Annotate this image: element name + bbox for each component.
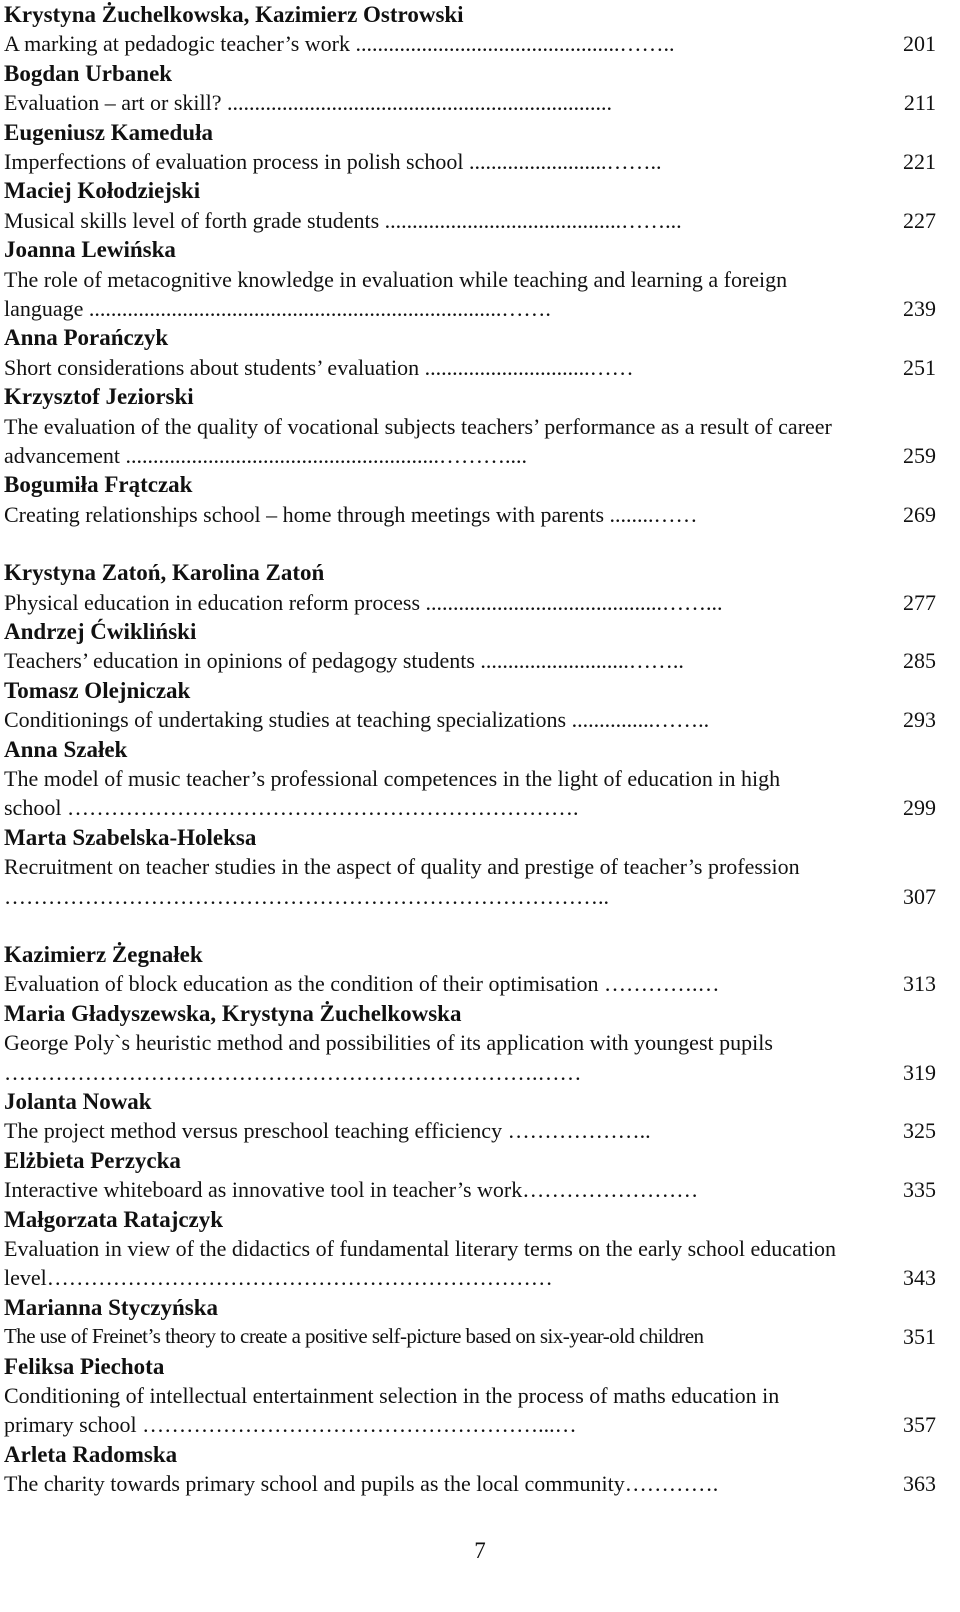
entry-title[interactable]: The use of Freinet’s theory to create a positive self-picture based on six-year-old children bbox=[4, 1324, 704, 1349]
entry-author: Krzysztof Jeziorski bbox=[4, 384, 194, 410]
entry-author: Bogumiła Frątczak bbox=[4, 472, 193, 498]
entry-page-number[interactable]: 221 bbox=[903, 148, 936, 174]
entry-author: Krystyna Zatoń, Karolina Zatoń bbox=[4, 560, 325, 586]
entry-title-row bbox=[4, 1028, 936, 1087]
entry-author: Maria Gładyszewska, Krystyna Żuchelkowska bbox=[4, 1000, 462, 1026]
toc-entry bbox=[4, 1146, 936, 1205]
entry-title[interactable]: Interactive whiteboard as innovative tool in teacher’s work…………………… bbox=[4, 1177, 699, 1203]
entry-page-number[interactable]: 293 bbox=[903, 707, 936, 733]
entry-title[interactable]: Evaluation in view of the didactics of fundamental literary terms on the early school education level…………………………………………………………… bbox=[4, 1235, 837, 1291]
entry-page-number[interactable]: 307 bbox=[903, 883, 936, 909]
entry-page-number[interactable]: 363 bbox=[903, 1471, 936, 1497]
toc-entry bbox=[4, 999, 936, 1087]
entry-title-row bbox=[4, 588, 936, 617]
entry-title[interactable]: The project method versus preschool teaching efficiency ……………….. bbox=[4, 1118, 651, 1144]
toc-entry bbox=[4, 558, 936, 617]
entry-title[interactable]: Evaluation – art or skill? ...................................................................... bbox=[4, 90, 612, 116]
entry-author: Jolanta Nowak bbox=[4, 1088, 152, 1114]
page-footer-number: 7 bbox=[474, 1538, 486, 1563]
entry-title-row bbox=[4, 969, 936, 998]
entry-title[interactable]: Conditioning of intellectual entertainment selection in the process of maths education in primary school ………………………………………………...… bbox=[4, 1382, 780, 1438]
entry-title[interactable]: Recruitment on teacher studies in the aspect of quality and prestige of teacher’s profession ……………………………………………………………………….. bbox=[4, 854, 800, 909]
entry-title-row bbox=[4, 147, 936, 176]
toc-entry bbox=[4, 118, 936, 177]
entry-page-number[interactable]: 259 bbox=[903, 442, 936, 468]
entry-title[interactable]: A marking at pedadogic teacher’s work ................................................…….. bbox=[4, 31, 675, 57]
entry-author: Marta Szabelska-Holeksa bbox=[4, 824, 257, 850]
entry-title-row bbox=[4, 88, 936, 117]
entry-author: Joanna Lewińska bbox=[4, 237, 176, 263]
entry-title-row bbox=[4, 353, 936, 382]
toc-entry bbox=[4, 235, 936, 323]
entry-page-number[interactable]: 319 bbox=[903, 1059, 936, 1085]
entry-title-row bbox=[4, 1322, 936, 1351]
entry-author: Bogdan Urbanek bbox=[4, 60, 173, 86]
entry-title[interactable]: Conditionings of undertaking studies at teaching specializations ...............…….. bbox=[4, 707, 710, 733]
entry-author: Maciej Kołodziejski bbox=[4, 178, 201, 204]
toc-entry bbox=[4, 1293, 936, 1352]
entry-title[interactable]: George Poly`s heuristic method and possibilities of its application with youngest pupils ……………………………………………………………….…… bbox=[4, 1030, 773, 1085]
entry-page-number[interactable]: 335 bbox=[903, 1177, 936, 1203]
toc-entry bbox=[4, 823, 936, 911]
toc-entry bbox=[4, 617, 936, 676]
entry-page-number[interactable]: 201 bbox=[903, 31, 936, 57]
entry-page-number[interactable]: 351 bbox=[903, 1324, 936, 1350]
entry-title-row bbox=[4, 852, 936, 911]
entry-title[interactable]: The evaluation of the quality of vocational subjects teachers’ performance as a result of career advancement .........................................................……….... bbox=[4, 413, 832, 468]
entry-page-number[interactable]: 325 bbox=[903, 1118, 936, 1144]
entry-page-number[interactable]: 269 bbox=[903, 501, 936, 527]
entry-page-number[interactable]: 251 bbox=[903, 354, 936, 380]
toc-entry bbox=[4, 1087, 936, 1146]
entry-title-row bbox=[4, 500, 936, 529]
entry-title[interactable]: Physical education in education reform process ...........................................……... bbox=[4, 589, 723, 615]
entry-title[interactable]: The model of music teacher’s professional competences in the light of education in high school ……………………………………………………………. bbox=[4, 765, 781, 821]
entry-title-row bbox=[4, 764, 936, 823]
toc-entry bbox=[4, 1205, 936, 1293]
entry-title[interactable]: Short considerations about students’ evaluation ..............................…… bbox=[4, 354, 634, 380]
entry-page-number[interactable]: 299 bbox=[903, 795, 936, 821]
entry-author: Elżbieta Perzycka bbox=[4, 1147, 181, 1173]
entry-page-number[interactable]: 211 bbox=[903, 90, 936, 116]
toc-entry bbox=[4, 382, 936, 470]
entry-title[interactable]: Creating relationships school – home through meetings with parents ........…… bbox=[4, 501, 698, 527]
entry-author: Kazimierz Żegnałek bbox=[4, 941, 203, 967]
toc-entry bbox=[4, 1440, 936, 1499]
entry-title[interactable]: Musical skills level of forth grade students ...........................................……... bbox=[4, 207, 682, 233]
entry-author: Arleta Radomska bbox=[4, 1441, 178, 1467]
toc-entry bbox=[4, 0, 936, 59]
entry-title[interactable]: The role of metacognitive knowledge in evaluation while teaching and learning a foreign language ...........................................................................……. bbox=[4, 266, 788, 321]
entry-author: Eugeniusz Kameduła bbox=[4, 119, 213, 145]
entry-page-number[interactable]: 239 bbox=[903, 295, 936, 321]
toc-entry bbox=[4, 59, 936, 118]
entry-title-row bbox=[4, 1381, 936, 1440]
entry-page-number[interactable]: 313 bbox=[903, 971, 936, 997]
entry-title-row bbox=[4, 1175, 936, 1204]
entry-title-row bbox=[4, 412, 936, 471]
entry-page-number[interactable]: 357 bbox=[903, 1412, 936, 1438]
toc-entry bbox=[4, 735, 936, 823]
entry-title-row bbox=[4, 705, 936, 734]
entry-author: Małgorzata Ratajczyk bbox=[4, 1206, 224, 1232]
entry-title-row bbox=[4, 29, 936, 58]
entry-title[interactable]: Evaluation of block education as the condition of their optimisation ………….… bbox=[4, 971, 720, 997]
entry-title-row bbox=[4, 1116, 936, 1145]
entry-title[interactable]: Teachers’ education in opinions of pedagogy students ...........................…….. bbox=[4, 648, 684, 674]
toc-entry bbox=[4, 176, 936, 235]
toc-entry bbox=[4, 323, 936, 382]
toc-entry bbox=[4, 1352, 936, 1440]
toc-entry bbox=[4, 940, 936, 999]
entry-author: Anna Porańczyk bbox=[4, 325, 169, 351]
entry-title-row bbox=[4, 1469, 936, 1498]
toc-entry bbox=[4, 470, 936, 529]
entry-author: Andrzej Ćwikliński bbox=[4, 618, 197, 644]
entry-title-row bbox=[4, 646, 936, 675]
entry-author: Feliksa Piechota bbox=[4, 1353, 165, 1379]
entry-title-row bbox=[4, 206, 936, 235]
entry-page-number[interactable]: 343 bbox=[903, 1265, 936, 1291]
entry-author: Anna Szałek bbox=[4, 736, 128, 762]
entry-title[interactable]: Imperfections of evaluation process in polish school .........................…….. bbox=[4, 148, 662, 174]
entry-page-number[interactable]: 277 bbox=[903, 589, 936, 615]
entry-title[interactable]: The charity towards primary school and pupils as the local community…………. bbox=[4, 1471, 719, 1497]
entry-page-number[interactable]: 285 bbox=[903, 648, 936, 674]
entry-title-row bbox=[4, 265, 936, 324]
table-of-contents bbox=[4, 0, 936, 1499]
entry-author: Marianna Styczyńska bbox=[4, 1294, 219, 1320]
entry-author: Krystyna Żuchelkowska, Kazimierz Ostrowski bbox=[4, 2, 464, 27]
toc-entry bbox=[4, 676, 936, 735]
entry-page-number[interactable]: 227 bbox=[903, 207, 936, 233]
entry-title-row bbox=[4, 1234, 936, 1293]
entry-author: Tomasz Olejniczak bbox=[4, 677, 191, 703]
